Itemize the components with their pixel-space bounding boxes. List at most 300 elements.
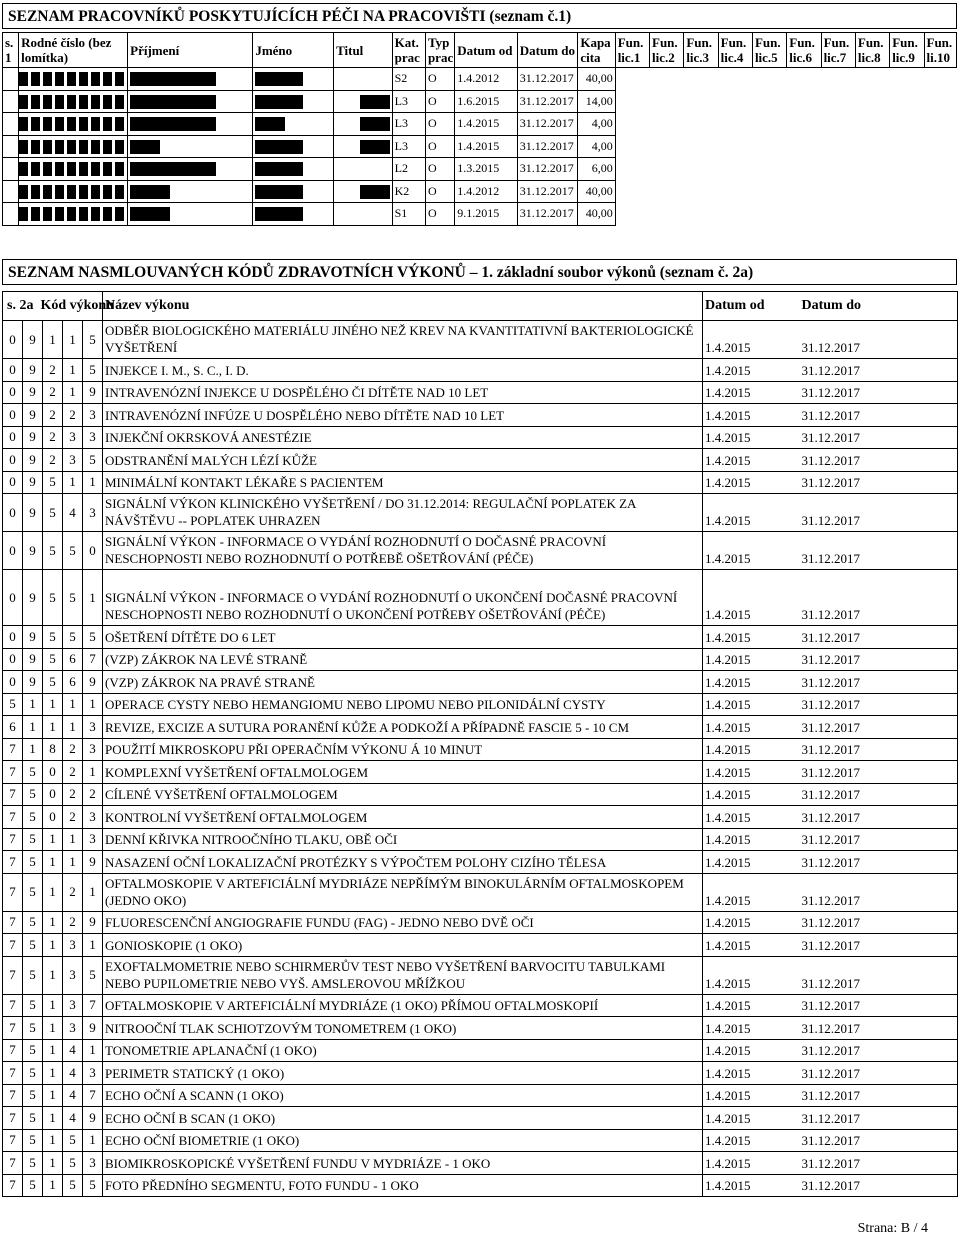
staff-fun-lic	[855, 135, 889, 158]
date-from: 1.4.2015	[703, 381, 800, 404]
procedure-row	[3, 648, 958, 671]
code-digit: 9	[83, 911, 103, 934]
code-digit: 5	[43, 626, 63, 649]
redacted-title	[334, 180, 393, 203]
code-digit: 0	[83, 532, 103, 570]
staff-od: 1.3.2015	[455, 158, 518, 181]
staff-fun-lic	[684, 113, 718, 136]
codes-header-name: Název výkonu	[103, 292, 703, 321]
code-digit: 1	[63, 693, 83, 716]
staff-fun-lic	[718, 135, 752, 158]
code-digit: 1	[83, 873, 103, 911]
code-digit: 0	[3, 494, 23, 532]
procedure-row	[3, 671, 958, 694]
redacted-birth-number	[19, 90, 128, 113]
code-digit: 1	[63, 716, 83, 739]
date-from: 1.4.2015	[703, 806, 800, 829]
date-from: 1.4.2015	[703, 934, 800, 957]
code-digit: 1	[43, 994, 63, 1017]
staff-kap: 4,00	[578, 113, 615, 136]
procedure-row	[3, 1062, 958, 1085]
code-digit: 5	[83, 1174, 103, 1197]
staff-fun-lic	[650, 135, 684, 158]
code-digit: 1	[83, 934, 103, 957]
code-digit: 3	[63, 449, 83, 472]
code-digit: 7	[3, 1152, 23, 1175]
code-digit: 5	[23, 994, 43, 1017]
staff-do: 31.12.2017	[517, 158, 578, 181]
procedure-name: OFTALMOSKOPIE V ARTEFICIÁLNÍ MYDRIÁZE (1 OKO) PŘÍMOU OFTALMOSKOPIÍ	[103, 994, 703, 1017]
date-from: 1.4.2015	[703, 828, 800, 851]
code-digit: 5	[23, 911, 43, 934]
code-digit: 1	[23, 693, 43, 716]
staff-kap: 14,00	[578, 90, 615, 113]
procedure-row	[3, 1084, 958, 1107]
redacted-title	[334, 113, 393, 136]
staff-fun-lic	[855, 158, 889, 181]
code-digit: 2	[43, 426, 63, 449]
code-digit: 2	[43, 381, 63, 404]
redacted-first-name	[253, 158, 334, 181]
code-digit: 1	[63, 321, 83, 359]
code-digit: 5	[23, 806, 43, 829]
procedure-name: ODBĚR BIOLOGICKÉHO MATERIÁLU JINÉHO NEŽ KREV NA KVANTITATIVNÍ BAKTERIOLOGICKÉ VYŠETŘENÍ	[103, 321, 703, 359]
staff-fun-lic	[650, 113, 684, 136]
procedure-name: CÍLENÉ VYŠETŘENÍ OFTALMOLOGEM	[103, 783, 703, 806]
code-digit: 2	[63, 873, 83, 911]
code-digit: 1	[23, 716, 43, 739]
redacted-birth-number	[19, 113, 128, 136]
code-digit: 1	[43, 956, 63, 994]
staff-header-cell: Fun. lic.1	[615, 33, 649, 68]
staff-fun-lic	[924, 180, 957, 203]
date-from: 1.4.2015	[703, 716, 800, 739]
procedure-name: FLUORESCENČNÍ ANGIOGRAFIE FUNDU (FAG) - JEDNO NEBO DVĚ OČI	[103, 911, 703, 934]
code-digit: 2	[63, 738, 83, 761]
code-digit: 0	[43, 806, 63, 829]
code-digit: 1	[43, 716, 63, 739]
code-digit: 5	[43, 648, 63, 671]
staff-fun-lic	[890, 203, 924, 226]
code-digit: 7	[3, 994, 23, 1017]
procedure-row	[3, 994, 958, 1017]
procedure-row	[3, 471, 958, 494]
code-digit: 0	[3, 570, 23, 626]
staff-fun-lic	[787, 158, 821, 181]
staff-fun-lic	[650, 203, 684, 226]
date-to: 31.12.2017	[800, 570, 958, 626]
code-digit: 1	[43, 911, 63, 934]
redacted-first-name	[253, 90, 334, 113]
staff-fun-lic	[650, 180, 684, 203]
procedure-name: FOTO PŘEDNÍHO SEGMENTU, FOTO FUNDU - 1 OKO	[103, 1174, 703, 1197]
procedure-name: ECHO OČNÍ A SCANN (1 OKO)	[103, 1084, 703, 1107]
code-digit: 2	[63, 911, 83, 934]
staff-fun-lic	[684, 158, 718, 181]
date-to: 31.12.2017	[800, 1017, 958, 1040]
code-digit: 5	[3, 693, 23, 716]
date-to: 31.12.2017	[800, 716, 958, 739]
procedure-name: MINIMÁLNÍ KONTAKT LÉKAŘE S PACIENTEM	[103, 471, 703, 494]
staff-od: 1.4.2012	[455, 180, 518, 203]
date-to: 31.12.2017	[800, 494, 958, 532]
code-digit: 7	[3, 1107, 23, 1130]
code-digit: 5	[23, 873, 43, 911]
code-digit: 3	[83, 806, 103, 829]
staff-fun-lic	[650, 68, 684, 91]
staff-fun-lic	[855, 113, 889, 136]
staff-header-cell: Fun. lic.6	[787, 33, 821, 68]
code-digit: 4	[63, 1107, 83, 1130]
code-digit: 1	[63, 381, 83, 404]
date-from: 1.4.2015	[703, 321, 800, 359]
date-to: 31.12.2017	[800, 806, 958, 829]
procedure-row	[3, 1039, 958, 1062]
date-to: 31.12.2017	[800, 404, 958, 427]
staff-row	[3, 203, 957, 226]
code-digit: 1	[83, 693, 103, 716]
code-digit: 0	[3, 381, 23, 404]
date-from: 1.4.2015	[703, 570, 800, 626]
staff-fun-lic	[890, 135, 924, 158]
staff-fun-lic	[890, 180, 924, 203]
procedure-name: ECHO OČNÍ B SCAN (1 OKO)	[103, 1107, 703, 1130]
staff-fun-lic	[615, 113, 649, 136]
date-to: 31.12.2017	[800, 471, 958, 494]
code-digit: 9	[23, 648, 43, 671]
code-digit: 4	[63, 494, 83, 532]
procedure-row	[3, 381, 958, 404]
procedure-row	[3, 828, 958, 851]
code-digit: 7	[3, 1084, 23, 1107]
code-digit: 9	[23, 426, 43, 449]
code-digit: 2	[83, 783, 103, 806]
staff-row	[3, 135, 957, 158]
code-digit: 2	[63, 404, 83, 427]
date-from: 1.4.2015	[703, 761, 800, 784]
staff-header-cell: Datum od	[455, 33, 518, 68]
staff-fun-lic	[821, 68, 855, 91]
code-digit: 7	[3, 1062, 23, 1085]
code-digit: 1	[43, 1129, 63, 1152]
code-digit: 3	[83, 1062, 103, 1085]
staff-header-cell: Fun. lic.4	[718, 33, 752, 68]
codes-header-from: Datum od	[703, 292, 800, 321]
code-digit: 5	[43, 532, 63, 570]
procedure-name: INTRAVENÓZNÍ INJEKCE U DOSPĚLÉHO ČI DÍTĚTE NAD 10 LET	[103, 381, 703, 404]
code-digit: 9	[23, 449, 43, 472]
date-from: 1.4.2015	[703, 1152, 800, 1175]
staff-typ: O	[425, 180, 454, 203]
code-digit: 1	[43, 321, 63, 359]
date-to: 31.12.2017	[800, 1152, 958, 1175]
procedure-name: REVIZE, EXCIZE A SUTURA PORANĚNÍ KŮŽE A PODKOŽÍ A PŘÍPADNĚ FASCIE 5 - 10 CM	[103, 716, 703, 739]
code-digit: 1	[43, 1107, 63, 1130]
redacted-title	[334, 203, 393, 226]
code-digit: 7	[83, 648, 103, 671]
code-digit: 1	[63, 851, 83, 874]
code-digit: 4	[63, 1039, 83, 1062]
code-digit: 1	[63, 828, 83, 851]
staff-header-cell: Jméno	[253, 33, 334, 68]
redacted-first-name	[253, 203, 334, 226]
staff-od: 1.4.2015	[455, 113, 518, 136]
staff-fun-lic	[787, 180, 821, 203]
staff-header-cell: Rodné číslo (bez lomítka)	[19, 33, 128, 68]
code-digit: 9	[83, 1017, 103, 1040]
procedure-name: NASAZENÍ OČNÍ LOKALIZAČNÍ PROTÉZKY S VÝPOČTEM POLOHY CIZÍHO TĚLESA	[103, 851, 703, 874]
staff-do: 31.12.2017	[517, 90, 578, 113]
code-digit: 9	[23, 626, 43, 649]
code-digit: 3	[83, 1152, 103, 1175]
code-digit: 7	[3, 1039, 23, 1062]
staff-fun-lic	[890, 113, 924, 136]
code-digit: 1	[83, 570, 103, 626]
code-digit: 1	[43, 1152, 63, 1175]
staff-kap: 40,00	[578, 180, 615, 203]
code-digit: 3	[63, 1017, 83, 1040]
staff-fun-lic	[615, 158, 649, 181]
redacted-title	[334, 68, 393, 91]
code-digit: 5	[63, 1174, 83, 1197]
staff-fun-lic	[787, 113, 821, 136]
code-digit: 9	[83, 381, 103, 404]
code-digit: 5	[63, 532, 83, 570]
code-digit: 7	[3, 738, 23, 761]
staff-typ: O	[425, 68, 454, 91]
code-digit: 5	[43, 471, 63, 494]
code-digit: 2	[43, 449, 63, 472]
code-digit: 9	[83, 1107, 103, 1130]
procedure-name: KOMPLEXNÍ VYŠETŘENÍ OFTALMOLOGEM	[103, 761, 703, 784]
procedure-row	[3, 321, 958, 359]
code-digit: 5	[63, 570, 83, 626]
staff-fun-lic	[752, 68, 786, 91]
date-from: 1.4.2015	[703, 693, 800, 716]
code-digit: 5	[23, 783, 43, 806]
date-to: 31.12.2017	[800, 994, 958, 1017]
date-from: 1.4.2015	[703, 911, 800, 934]
procedure-row	[3, 1129, 958, 1152]
code-digit: 1	[23, 738, 43, 761]
code-digit: 3	[63, 934, 83, 957]
code-digit: 1	[43, 1084, 63, 1107]
code-digit: 9	[23, 532, 43, 570]
code-digit: 4	[63, 1062, 83, 1085]
procedure-row	[3, 806, 958, 829]
staff-fun-lic	[821, 135, 855, 158]
date-from: 1.4.2015	[703, 359, 800, 382]
staff-fun-lic	[821, 90, 855, 113]
code-digit: 9	[23, 671, 43, 694]
staff-fun-lic	[752, 113, 786, 136]
staff-fun-lic	[752, 158, 786, 181]
code-digit: 3	[63, 956, 83, 994]
procedure-row	[3, 873, 958, 911]
code-digit: 2	[63, 783, 83, 806]
procedure-name: ECHO OČNÍ BIOMETRIE (1 OKO)	[103, 1129, 703, 1152]
code-digit: 5	[23, 1084, 43, 1107]
staff-fun-lic	[821, 113, 855, 136]
staff-header-cell: Kapa cita	[578, 33, 615, 68]
code-digit: 5	[23, 1107, 43, 1130]
date-from: 1.4.2015	[703, 783, 800, 806]
procedure-row	[3, 761, 958, 784]
staff-fun-lic	[855, 180, 889, 203]
code-digit: 7	[83, 994, 103, 1017]
date-to: 31.12.2017	[800, 321, 958, 359]
code-digit: 3	[83, 426, 103, 449]
staff-fun-lic	[855, 203, 889, 226]
staff-header-cell: Fun. lic.7	[821, 33, 855, 68]
code-digit: 1	[43, 851, 63, 874]
staff-kat: S2	[392, 68, 425, 91]
staff-fun-lic	[924, 90, 957, 113]
codes-header-code: s. 2a Kód výkonu	[3, 292, 103, 321]
date-to: 31.12.2017	[800, 851, 958, 874]
redacted-surname	[128, 203, 253, 226]
staff-section-title: SEZNAM PRACOVNÍKŮ POSKYTUJÍCÍCH PÉČI NA PRACOVIŠTI (seznam č.1)	[2, 3, 957, 29]
procedure-row	[3, 404, 958, 427]
code-digit: 6	[63, 648, 83, 671]
code-digit: 7	[3, 761, 23, 784]
procedure-name: GONIOSKOPIE (1 OKO)	[103, 934, 703, 957]
staff-typ: O	[425, 203, 454, 226]
staff-fun-lic	[650, 158, 684, 181]
code-digit: 5	[43, 570, 63, 626]
date-from: 1.4.2015	[703, 404, 800, 427]
code-digit: 0	[3, 532, 23, 570]
code-digit: 9	[83, 671, 103, 694]
procedure-row	[3, 956, 958, 994]
code-digit: 6	[3, 716, 23, 739]
procedure-row	[3, 851, 958, 874]
staff-fun-lic	[787, 90, 821, 113]
code-digit: 7	[3, 911, 23, 934]
procedure-row	[3, 494, 958, 532]
staff-kat: L3	[392, 90, 425, 113]
staff-fun-lic	[752, 135, 786, 158]
staff-header-cell: Typ prac	[425, 33, 454, 68]
staff-fun-lic	[615, 203, 649, 226]
code-digit: 5	[83, 626, 103, 649]
date-from: 1.4.2015	[703, 873, 800, 911]
staff-fun-lic	[718, 158, 752, 181]
staff-fun-lic	[924, 158, 957, 181]
code-digit: 1	[83, 471, 103, 494]
date-to: 31.12.2017	[800, 1084, 958, 1107]
date-from: 1.4.2015	[703, 1062, 800, 1085]
code-digit: 5	[43, 494, 63, 532]
code-digit: 5	[23, 1062, 43, 1085]
code-digit: 0	[3, 426, 23, 449]
staff-fun-lic	[855, 68, 889, 91]
staff-fun-lic	[615, 180, 649, 203]
procedure-row	[3, 426, 958, 449]
code-digit: 9	[23, 359, 43, 382]
code-digit: 3	[63, 426, 83, 449]
staff-do: 31.12.2017	[517, 180, 578, 203]
procedure-row	[3, 532, 958, 570]
code-digit: 7	[3, 806, 23, 829]
code-digit: 1	[43, 1039, 63, 1062]
procedure-row	[3, 359, 958, 382]
code-digit: 9	[83, 851, 103, 874]
staff-typ: O	[425, 113, 454, 136]
procedure-row	[3, 783, 958, 806]
procedure-name: OPERACE CYSTY NEBO HEMANGIOMU NEBO LIPOMU NEBO PILONIDÁLNÍ CYSTY	[103, 693, 703, 716]
date-to: 31.12.2017	[800, 626, 958, 649]
code-digit: 5	[83, 956, 103, 994]
code-digit: 5	[23, 1174, 43, 1197]
code-digit: 0	[3, 471, 23, 494]
procedure-name: SIGNÁLNÍ VÝKON KLINICKÉHO VYŠETŘENÍ / DO 31.12.2014: REGULAČNÍ POPLATEK ZA NÁVŠTĚVU -- POPLATEK UHRAZEN	[103, 494, 703, 532]
date-to: 31.12.2017	[800, 1129, 958, 1152]
staff-fun-lic	[684, 203, 718, 226]
procedure-name: OŠETŘENÍ DÍTĚTE DO 6 LET	[103, 626, 703, 649]
staff-kat: K2	[392, 180, 425, 203]
code-digit: 1	[43, 1062, 63, 1085]
code-digit: 3	[83, 828, 103, 851]
staff-fun-lic	[718, 90, 752, 113]
staff-header-cell: Kat. prac	[392, 33, 425, 68]
redacted-birth-number	[19, 158, 128, 181]
code-digit: 3	[83, 404, 103, 427]
code-digit: 7	[83, 1084, 103, 1107]
staff-kap: 4,00	[578, 135, 615, 158]
procedure-row	[3, 626, 958, 649]
redacted-birth-number	[19, 203, 128, 226]
date-from: 1.4.2015	[703, 532, 800, 570]
code-digit: 9	[23, 404, 43, 427]
date-to: 31.12.2017	[800, 359, 958, 382]
date-to: 31.12.2017	[800, 381, 958, 404]
code-digit: 9	[23, 321, 43, 359]
procedure-row	[3, 738, 958, 761]
code-digit: 7	[3, 956, 23, 994]
code-digit: 0	[43, 783, 63, 806]
date-to: 31.12.2017	[800, 532, 958, 570]
code-digit: 1	[83, 1039, 103, 1062]
code-digit: 1	[43, 934, 63, 957]
staff-header-cell: Příjmení	[128, 33, 253, 68]
code-digit: 5	[83, 449, 103, 472]
procedure-name: SIGNÁLNÍ VÝKON - INFORMACE O VYDÁNÍ ROZHODNUTÍ O DOČASNÉ PRACOVNÍ NESCHOPNOSTI NEBO ROZHODNUTÍ O POTŘEBĚ OŠETŘOVÁNÍ (PÉČE)	[103, 532, 703, 570]
code-digit: 0	[43, 761, 63, 784]
staff-typ: O	[425, 90, 454, 113]
date-from: 1.4.2015	[703, 994, 800, 1017]
date-from: 1.4.2015	[703, 494, 800, 532]
redacted-birth-number	[19, 180, 128, 203]
procedure-row	[3, 1174, 958, 1197]
procedure-codes-table	[2, 291, 958, 1197]
staff-fun-lic	[718, 203, 752, 226]
procedure-name: POUŽITÍ MIKROSKOPU PŘI OPERAČNÍM VÝKONU Á 10 MINUT	[103, 738, 703, 761]
date-from: 1.4.2015	[703, 738, 800, 761]
date-to: 31.12.2017	[800, 956, 958, 994]
procedure-name: (VZP) ZÁKROK NA LEVÉ STRANĚ	[103, 648, 703, 671]
staff-od: 9.1.2015	[455, 203, 518, 226]
date-from: 1.4.2015	[703, 449, 800, 472]
code-digit: 5	[23, 1039, 43, 1062]
code-digit: 1	[83, 761, 103, 784]
staff-do: 31.12.2017	[517, 135, 578, 158]
redacted-surname	[128, 135, 253, 158]
code-digit: 1	[83, 1129, 103, 1152]
staff-kat: L3	[392, 135, 425, 158]
procedure-row	[3, 911, 958, 934]
code-digit: 2	[43, 404, 63, 427]
